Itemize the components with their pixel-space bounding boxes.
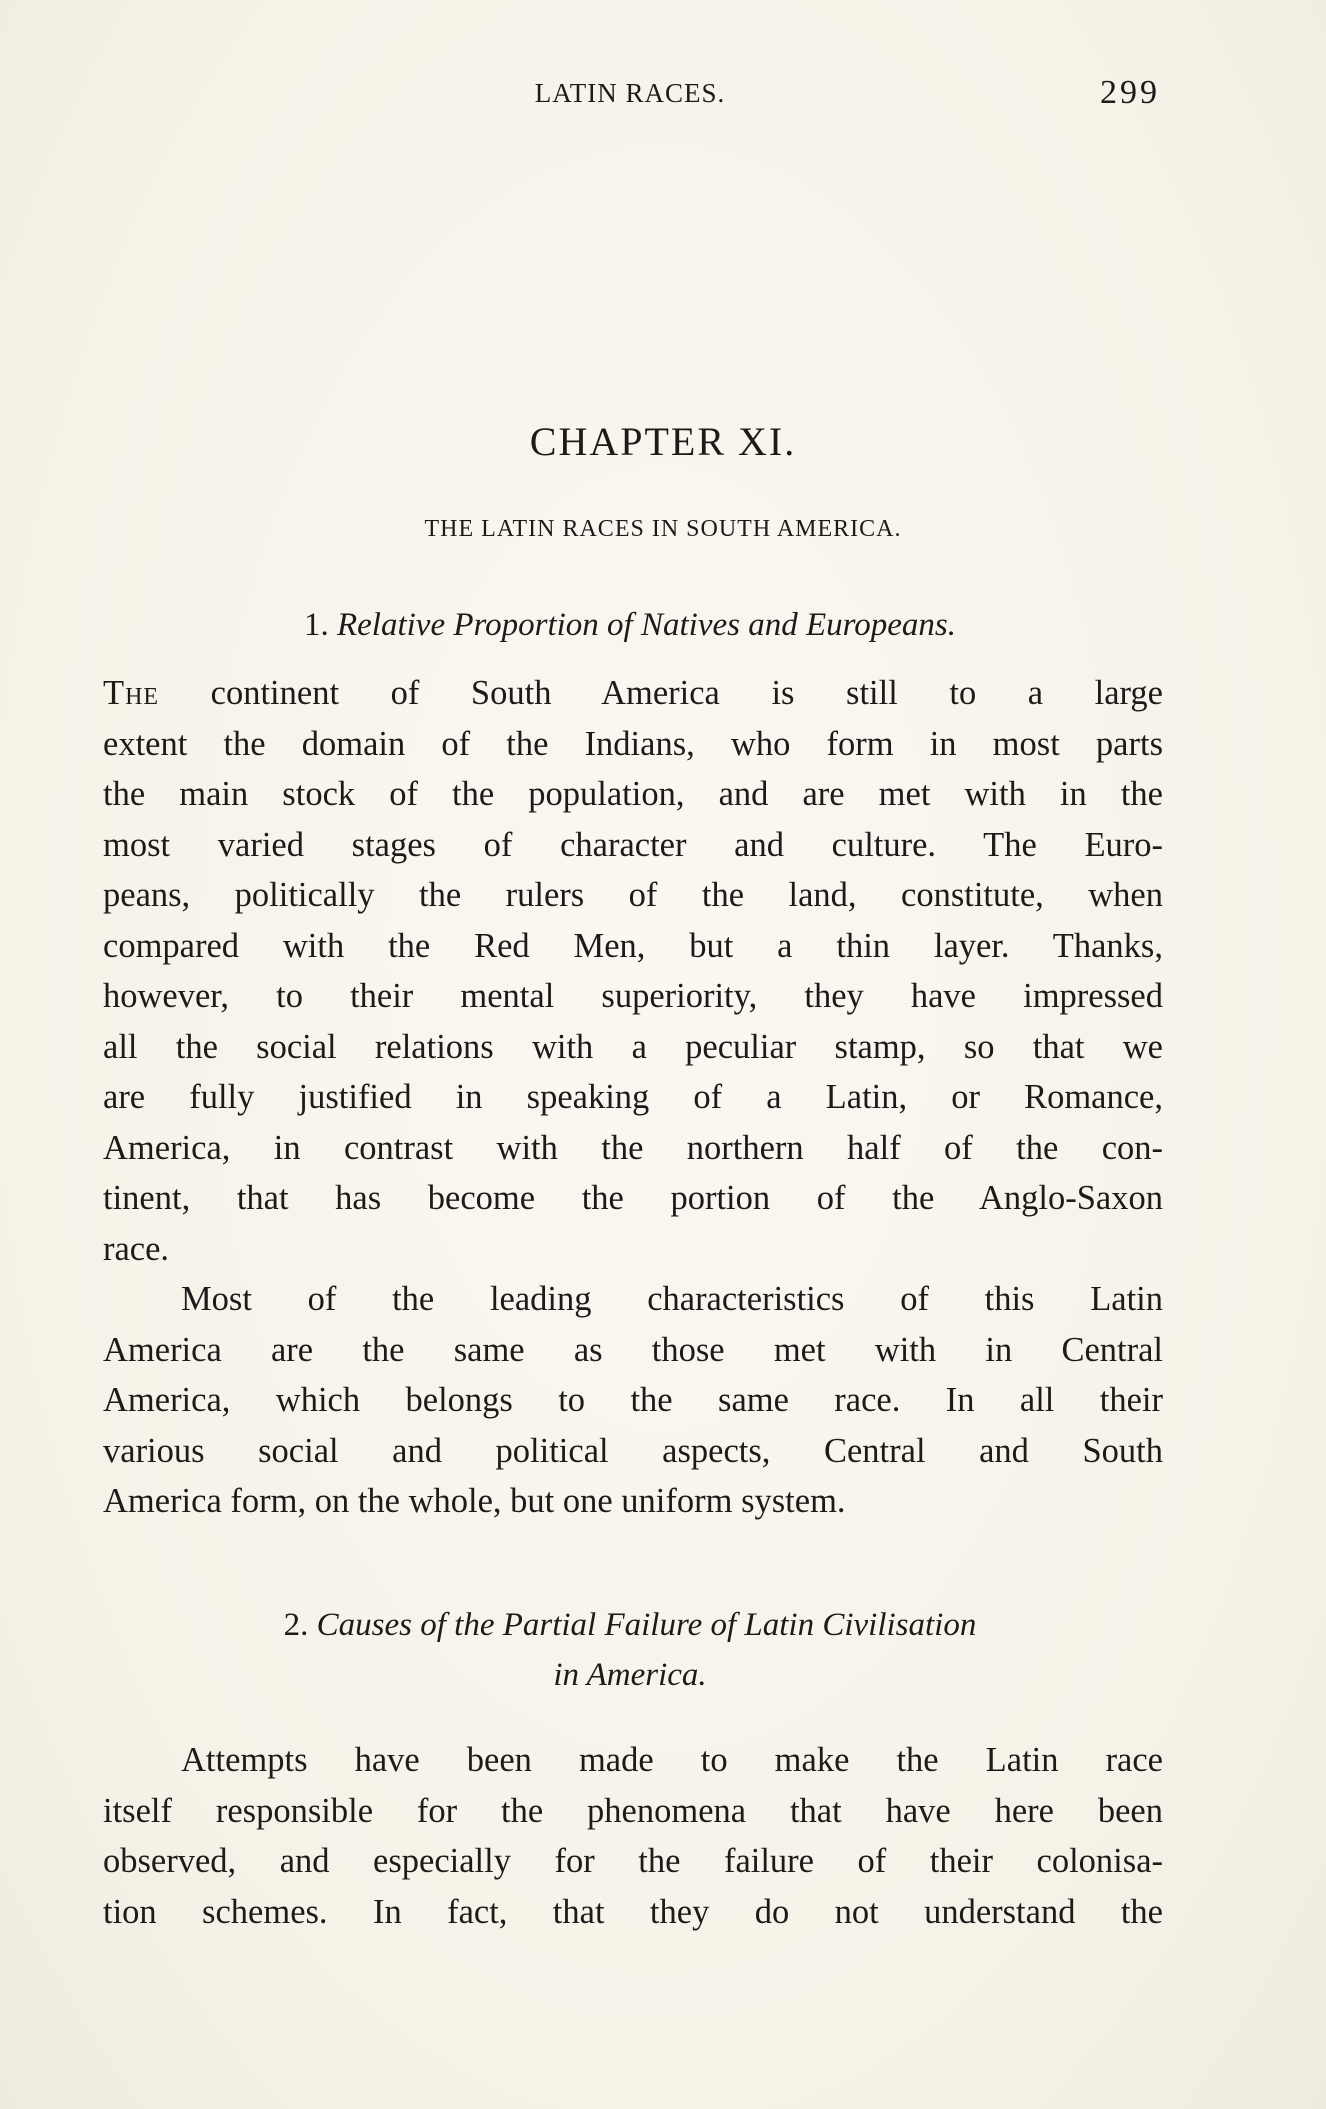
section-title-line-1: Causes of the Partial Failure of Latin Civilisation [316,1607,977,1643]
paragraph-line: observed, and especially for the failure of their colonisa- [103,1842,1163,1880]
paragraph-line: America, in contrast with the northern half of the con- [103,1128,1163,1167]
paragraph-line: various social and political aspects, Central and South [103,1431,1163,1470]
page-number: 299 [1100,74,1160,111]
paragraph-line: race. [103,1229,170,1268]
paragraph-line: most varied stages of character and culture. The Euro- [103,825,1163,864]
section-title: Relative Proportion of Natives and Europeans. [337,607,956,643]
section-heading-2 [100,1600,1160,1700]
paragraph-line: all the social relations with a peculiar stamp, so that we [103,1027,1163,1066]
paragraph-2 [103,1274,1163,1527]
paragraph-line: however, to their mental superiority, they have impressed [103,977,1163,1015]
section-number: 1. [304,607,329,643]
paragraph-line: compared with the Red Men, but a thin layer. Thanks, [103,926,1163,965]
paragraph-line: peans, politically the rulers of the land, constitute, when [103,876,1163,914]
paragraph-line: extent the domain of the Indians, who form in most parts [103,724,1163,763]
chapter-title: CHAPTER XI. [529,419,797,464]
paragraph-line: America form, on the whole, but one uniform system. [103,1482,846,1520]
paragraph-1 [103,668,1163,1274]
section-heading-1 [100,600,1160,650]
paragraph-line: itself responsible for the phenomena that have here been [103,1791,1163,1830]
running-title: LATIN RACES. [534,78,726,108]
paragraph-line: the main stock of the population, and are met with in the [103,775,1163,813]
section-title-line-2: in America. [553,1657,707,1693]
running-head [100,74,1160,118]
paragraph-line: tion schemes. In fact, that they do not understand the [103,1892,1163,1931]
paragraph-line: are fully justified in speaking of a Latin, or Romance, [103,1078,1163,1116]
paragraph-line: tinent, that has become the portion of the Anglo-Saxon [103,1179,1163,1217]
paragraph-line: Attempts have been made to make the Latin race [181,1741,1163,1779]
chapter-subtitle: THE LATIN RACES IN SOUTH AMERICA. [424,516,902,542]
line-text: continent of South America is still to a large [159,674,1163,712]
section-number: 2. [283,1607,309,1643]
paragraph-line: America are the same as those met with in Central [103,1330,1163,1369]
paragraph-line: Most of the leading characteristics of this Latin [181,1280,1163,1318]
paragraph-line [103,668,1163,719]
paragraph-line: America, which belongs to the same race. In all their [103,1381,1163,1419]
drop-word: The [103,674,160,712]
paragraph-3 [103,1735,1163,1937]
